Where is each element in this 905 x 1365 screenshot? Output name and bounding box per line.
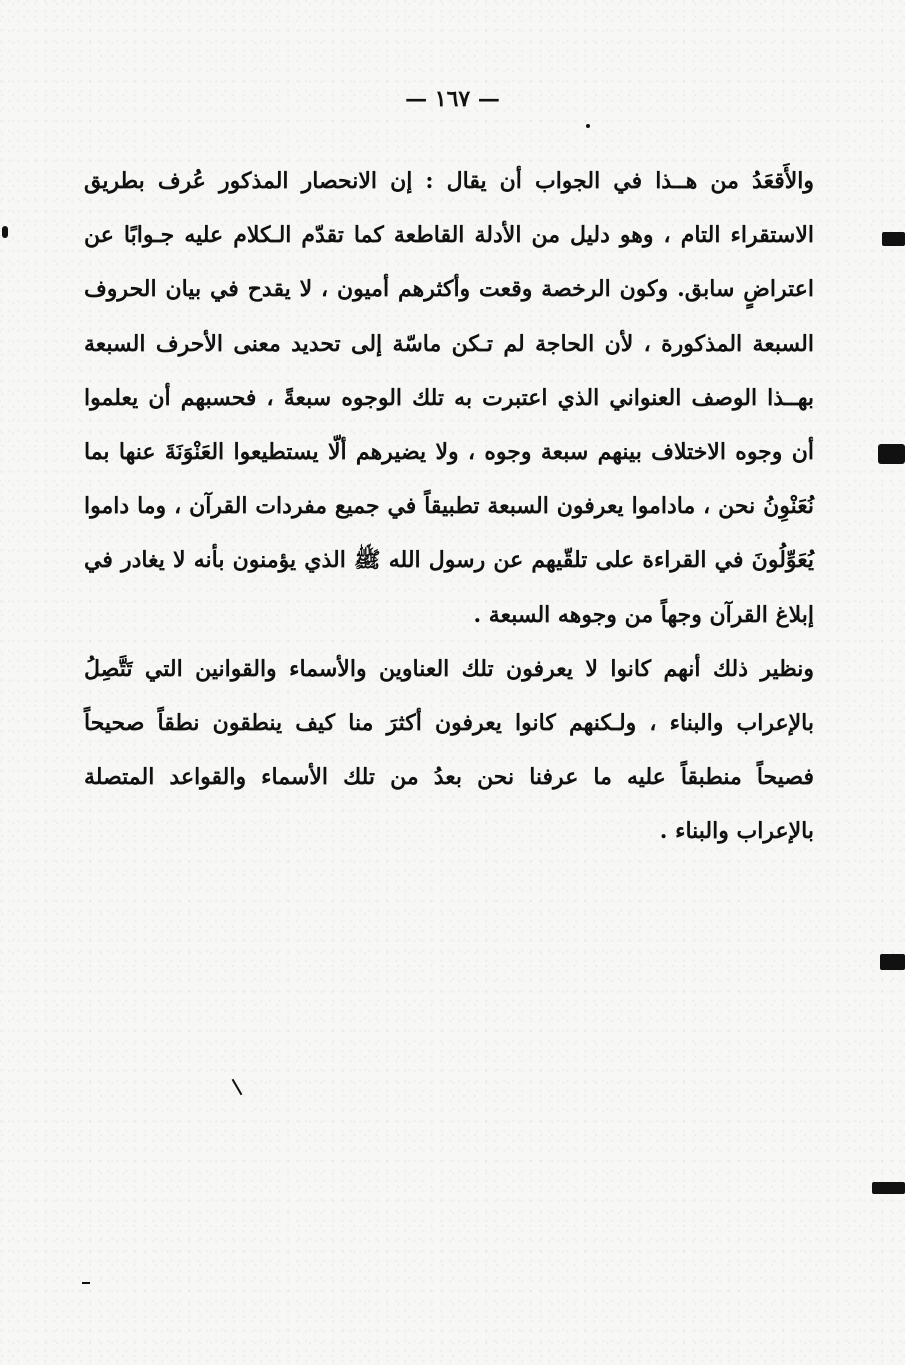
scan-mark-right-4 [872,1182,905,1194]
paragraph-1: والأَقعَدُ من هــذا في الجواب أن يقال : إن الانحصار المذكور عُرف بطريق الاستقراء التام ، وهو دليل من الأدلة القاطعة كما تقدّم الـكلام عليه جـوابًا عن اعتراضٍ سابق. وكون الرخصة وقعت وأكثرهم أميون ، لا يقدح في بيان الحروف السبعة المذكورة ، لأن الحاجة لم تـكن ماسّة إلى تحديد معنى الأحرف السبعة بهــذا الوصف العنواني الذي اعتبرت به تلك الوجوه سبعةً ، فحسبهم أن يعلموا أن وجوه الاختلاف بينهم سبعة وجوه ، ولا يضيرهم ألّا يستطيعوا العَنْوَنَةَ عنها بما نُعَنْوِنُ نحن ، ماداموا يعرفون السبعة تطبيقاً في جميع مفردات القرآن ، وما داموا يُعَوِّلُونَ في القراءة على تلقّيهم عن رسول الله ﷺ الذي يؤمنون بأنه لا يغادر في إبلاغ القرآن وجهاً من وجوهه السبعة . [84,168,814,628]
scan-stroke-2 [82,1282,90,1284]
scan-mark-right-3 [880,954,905,970]
paragraph-2: ونظير ذلك أنهم كانوا لا يعرفون تلك العناوين والأسماء والقوانين التي تَتَّصِلُ بالإعراب والبناء ، ولـكنهم كانوا يعرفون أكثرَ منا كيف ينطقون نطقاً صحيحاً فصيحاً منطبقاً عليه ما عرفنا نحن بعدُ من تلك الأسماء والقواعد المتصلة بالإعراب والبناء . [84,655,814,845]
scan-mark-right-2 [878,444,905,464]
body-text [84,154,814,859]
scan-dot-top [586,124,590,128]
page-number: — ١٦٧ — [405,86,500,112]
scan-mark-right-1 [882,232,905,246]
scan-stroke-1 [232,1079,243,1096]
scan-mark-left [2,226,8,238]
